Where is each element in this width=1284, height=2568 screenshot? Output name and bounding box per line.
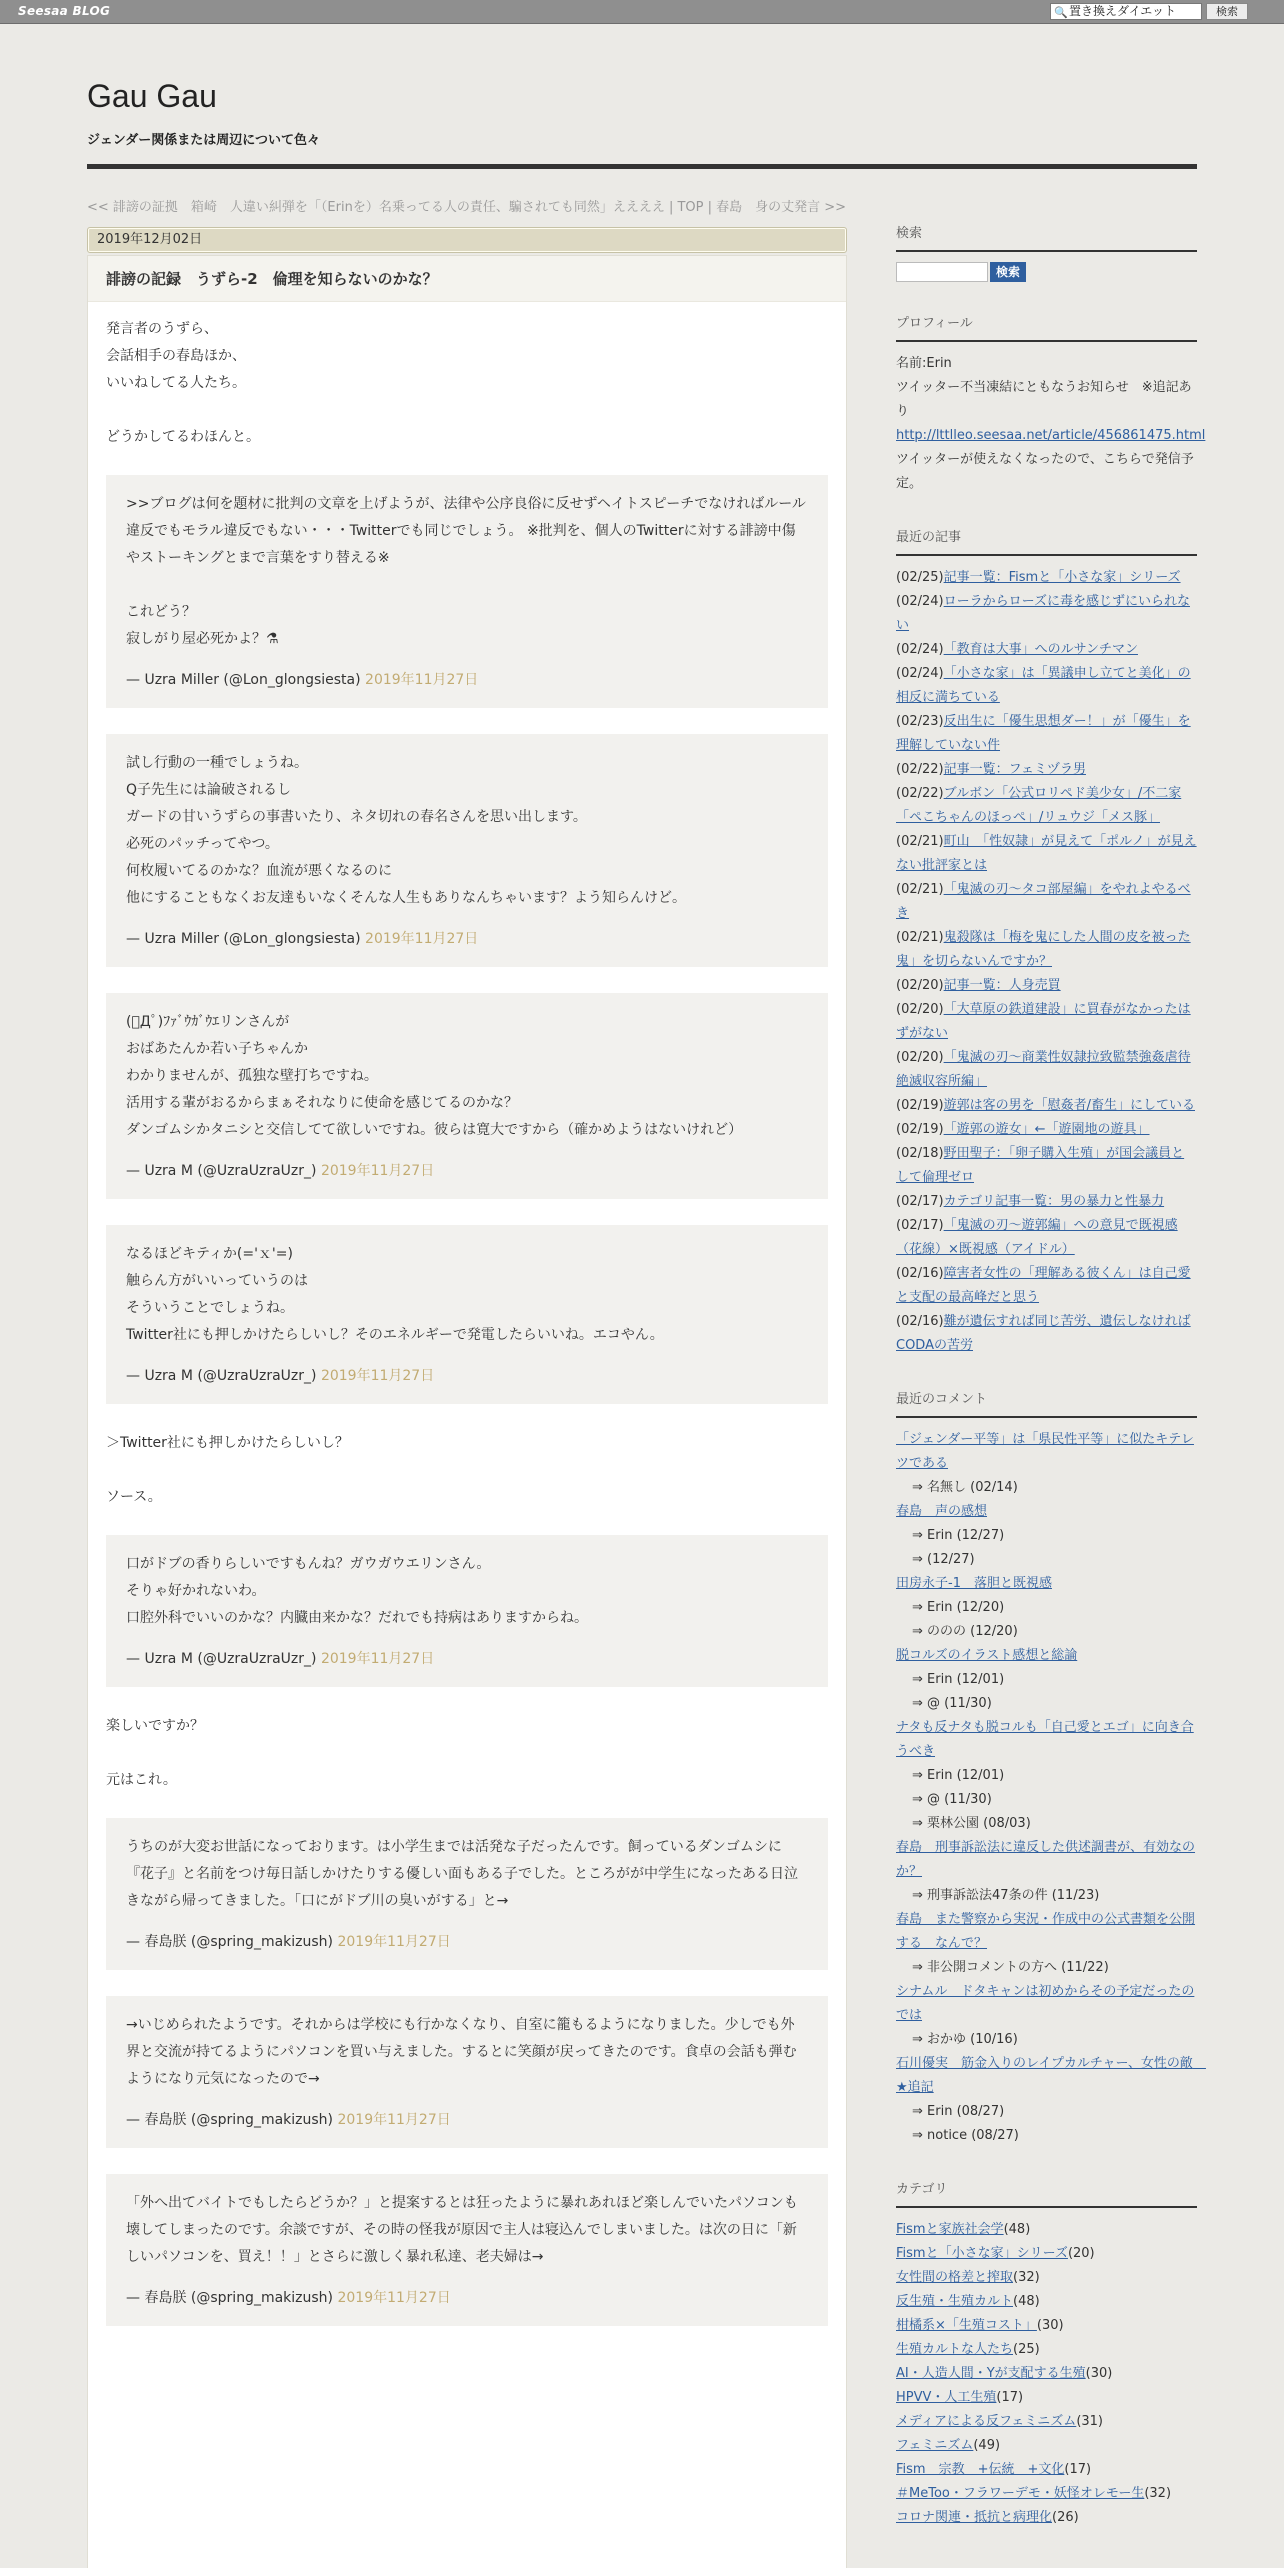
comment-item[interactable]: ⇒ 非公開コメントの方へ (11/22) xyxy=(912,1960,1109,1975)
category-link[interactable]: 柑橘系×「生殖コスト」 xyxy=(896,2318,1037,2333)
sidebar xyxy=(896,222,1206,2560)
recent-post-date: (02/22) xyxy=(896,762,944,777)
recent-post-link[interactable]: 記事一覧：人身売買 xyxy=(943,978,1061,993)
tweet-author: — 春島朕 (@spring_makizush) xyxy=(126,2112,334,2128)
recent-post-date: (02/20) xyxy=(896,978,944,993)
category-item xyxy=(896,2242,1197,2266)
recent-post-link[interactable]: 鬼殺隊は「梅を鬼にした人間の皮を被った鬼」を切らないんですか？ xyxy=(896,930,1191,969)
tweet-date-link[interactable]: 2019年11月27日 xyxy=(320,1368,435,1384)
recent-post-date: (02/19) xyxy=(896,1098,944,1113)
comment-item[interactable]: ⇒ notice (08/27) xyxy=(912,2128,1019,2143)
recent-post-link[interactable]: ローラからローズに毒を感じずにいられない xyxy=(896,594,1190,633)
tweet-date-link[interactable]: 2019年11月27日 xyxy=(337,1934,451,1950)
category-count: (17) xyxy=(996,2390,1024,2405)
recent-post-item xyxy=(896,1118,1197,1142)
comment-item[interactable]: ⇒ Erin (08/27) xyxy=(912,2104,1005,2119)
comment-item[interactable]: ⇒ 刑事訴訟法47条の件 (11/23) xyxy=(912,1888,1100,1903)
tweet-date-link[interactable]: 2019年11月27日 xyxy=(337,2290,451,2306)
category-count: (30) xyxy=(1085,2366,1113,2381)
embedded-tweet xyxy=(106,1818,828,1970)
recent-post-date: (02/25) xyxy=(896,570,944,585)
recent-post-link[interactable]: 「鬼滅の刃～タコ部屋編」をやれよやるべき xyxy=(896,882,1191,921)
category-link[interactable]: AI・人造人間・Yが支配する生殖 xyxy=(896,2366,1086,2381)
profile-name: 名前:Erin xyxy=(896,356,952,371)
comment-article-link[interactable]: 春島 声の感想 xyxy=(896,1504,988,1519)
recent-post-link[interactable]: 「鬼滅の刃～商業性奴隷拉致監禁強姦虐待絶滅収容所編」 xyxy=(896,1050,1191,1089)
categories-section xyxy=(896,2178,1197,2530)
comment-item[interactable]: ⇒ @ (11/30) xyxy=(912,1696,992,1711)
tweet-signature xyxy=(126,1646,808,1673)
tweet-text: >>ブログは何を題材に批判の文章を上げようが、法律や公序良俗に反せずヘイトスピーチでなければルール違反でもモラル違反でもない・・・Twitterでも同じでしょう。 ※批判を、個人のTwitterに対する誹謗中傷やストーキングとまで言葉をすり替える※ これどう？ 寂しがり屋必死かよ？⚗ xyxy=(126,496,806,647)
comment-article-link[interactable]: シナムル ドタキャンは初めからその予定だったのでは xyxy=(896,1984,1195,2023)
recent-post-link[interactable]: 記事一覧：フェミヅラ男 xyxy=(943,762,1086,777)
body-paragraph: 元はこれ。 xyxy=(106,1772,177,1788)
recent-post-date: (02/23) xyxy=(896,714,944,729)
category-item xyxy=(896,2386,1197,2410)
tweet-text: 試し行動の一種でしょうね。 Q子先生には論破されるし ガードの甘いうずらの事書いたり、ネタ切れの春名さんを思い出します。 必死のパッチってやつ。 何枚履いてるのかな？血流が悪くなるのに 他にすることもなくお友達もいなくそんな人生もありなんちゃいます？よう知らんけど。 xyxy=(126,755,686,906)
recent-post-link[interactable]: 町山 「性奴隷」が見えて「ポルノ」が見えない批評家とは xyxy=(896,834,1197,873)
tweet-author: — Uzra Miller (@Lon_glongsiesta) xyxy=(126,931,361,947)
recent-post-link[interactable]: 難が遺伝すれば同じ苦労、遺伝しなければCODAの苦労 xyxy=(896,1314,1191,1353)
profile-note: ツイッターが使えなくなったので、こちらで発信予定。 xyxy=(896,452,1194,491)
recent-post-link[interactable]: ブルボン「公式ロリペド美少女」/不二家「ペこちゃんのほっぺ」/リュウジ「メス豚」 xyxy=(896,786,1182,825)
comment-item[interactable]: ⇒ ののの (12/20) xyxy=(912,1624,1018,1639)
blog-header xyxy=(87,78,1197,148)
embedded-tweet xyxy=(106,2174,828,2326)
tweet-signature xyxy=(126,1158,808,1185)
recent-post-date: (02/20) xyxy=(896,1050,944,1065)
seesaa-topbar xyxy=(0,0,1284,24)
category-link[interactable]: コロナ関連・抵抗と病理化 xyxy=(896,2510,1053,2525)
tweet-text: うちのが大変お世話になっております。は小学生までは活発な子だったんです。飼っているダンゴムシに『花子』と名前をつけ毎日話しかけたりする優しい面もある子でした。ところがが中学生になったある日泣きながら帰ってきました。「口にがドブ川の臭いがする」と→ xyxy=(126,1839,798,1909)
embedded-tweet xyxy=(106,734,828,967)
blog-description: ジェンダー関係または周辺について色々 xyxy=(87,133,320,148)
category-count: (48) xyxy=(1013,2294,1040,2309)
category-item xyxy=(896,2482,1197,2506)
body-paragraph: ＞Twitter社にも押しかけたらしいし？ xyxy=(106,1435,349,1451)
category-count: (26) xyxy=(1052,2510,1079,2525)
tweet-signature xyxy=(126,2285,808,2312)
recent-post-item xyxy=(896,1142,1197,1190)
category-link[interactable]: Fismと家族社会学 xyxy=(896,2222,1004,2237)
category-item xyxy=(896,2410,1197,2434)
profile-notice: ツイッター不当凍結にともなうお知らせ ※追記あり xyxy=(896,380,1192,419)
article-title[interactable]: 誹謗の記録 うずら-2 倫理を知らないのかな？ xyxy=(88,256,846,302)
category-link[interactable]: 反生殖・生殖カルト xyxy=(896,2294,1014,2309)
tweet-signature xyxy=(126,667,808,694)
search-icon: 🔍 xyxy=(1054,6,1068,19)
recent-post-item xyxy=(896,782,1197,830)
topbar-search-input[interactable] xyxy=(1050,3,1202,20)
comment-article-link[interactable]: 春島 また警察から実況・作成中の公式書類を公開する なんで？ xyxy=(896,1912,1196,1951)
recent-post-item xyxy=(896,638,1197,662)
nav-separator: | xyxy=(664,200,678,215)
category-item xyxy=(896,2458,1197,2482)
recent-post-item xyxy=(896,1094,1197,1118)
comment-item[interactable]: ⇒ おかゆ (10/16) xyxy=(912,2032,1018,2047)
tweet-date-link[interactable]: 2019年11月27日 xyxy=(365,931,479,947)
recent-post-date: (02/16) xyxy=(896,1266,944,1281)
recent-comments-list xyxy=(896,1428,1206,2148)
recent-post-date: (02/18) xyxy=(896,1146,944,1161)
category-count: (32) xyxy=(1013,2270,1040,2285)
recent-post-item xyxy=(896,566,1197,590)
recent-post-item xyxy=(896,758,1197,782)
category-item xyxy=(896,2338,1197,2362)
tweet-author: — Uzra M (@UzraUzraUzr_) xyxy=(126,1368,317,1384)
tweet-signature xyxy=(126,2107,808,2134)
blog-title[interactable]: Gau Gau xyxy=(87,78,217,114)
category-count: (17) xyxy=(1064,2462,1092,2477)
tweet-text: (ﾟДﾟ)ﾌｧﾞｳｶﾞｳｴリンさんが おばあたんか若い子ちゃんか わかりませんが、孤独な壁打ちですね。 活用する輩がおるからまぁそれなりに使命を感じてるのかな？ ダンゴムシかタニシと交信してて欲しいですね。彼らは寛大ですから（確かめようはないけれど） xyxy=(126,1014,743,1138)
next-post-link[interactable]: 春島 身の丈発言 >> xyxy=(716,200,847,215)
recent-post-date: (02/16) xyxy=(896,1314,944,1329)
category-count: (30) xyxy=(1036,2318,1064,2333)
top-link[interactable]: TOP xyxy=(677,200,704,215)
tweet-date-link[interactable]: 2019年11月27日 xyxy=(337,2112,451,2128)
tweet-date-link[interactable]: 2019年11月27日 xyxy=(320,1163,435,1179)
category-link[interactable]: Fismと「小さな家」シリーズ xyxy=(896,2246,1068,2261)
prev-post-link[interactable]: << 誹謗の証拠 箱崎 人違い糾弾を「（Erinを）名乗ってる人の責任、騙されても同然」ええええ xyxy=(87,200,665,215)
recent-post-date: (02/17) xyxy=(896,1218,944,1233)
recent-post-link[interactable]: 「遊郭の遊女」←「遊園地の遊具」 xyxy=(943,1122,1150,1137)
tweet-signature xyxy=(126,1363,808,1390)
embedded-tweet xyxy=(106,475,828,708)
sidebar-search xyxy=(896,262,1197,282)
nav-separator: | xyxy=(703,200,717,215)
body-paragraph: どうかしてるわほんと。 xyxy=(106,429,260,445)
tweet-author: — 春島朕 (@spring_makizush) xyxy=(126,2290,334,2306)
header-divider xyxy=(87,164,1197,169)
recent-post-link[interactable]: 「大草原の鉄道建設」に買春がなかったはずがない xyxy=(896,1002,1191,1041)
topbar-search-value: 置き換えダイエット xyxy=(1069,4,1177,18)
recent-post-link[interactable]: カテゴリ記事一覧：男の暴力と性暴力 xyxy=(943,1194,1165,1209)
sidebar-search-section xyxy=(896,222,1197,282)
comment-article-link[interactable]: 脱コルズのイラスト感想と総論 xyxy=(896,1648,1078,1663)
main-column xyxy=(87,198,847,2568)
category-count: (31) xyxy=(1076,2414,1103,2429)
profile-section xyxy=(896,312,1206,496)
category-link[interactable]: Fism 宗教 +伝統 +文化 xyxy=(896,2462,1065,2477)
recent-post-item xyxy=(896,710,1197,758)
tweet-date-link[interactable]: 2019年11月27日 xyxy=(320,1651,435,1667)
recent-post-item xyxy=(896,998,1197,1046)
recent-post-date: (02/24) xyxy=(896,594,944,609)
page-wrapper xyxy=(0,24,1284,2568)
category-link[interactable]: ＃MeToo・フラワーデモ・妖怪オレモー生 xyxy=(896,2486,1145,2501)
tweet-author: — Uzra M (@UzraUzraUzr_) xyxy=(126,1163,317,1179)
categories-heading: カテゴリ xyxy=(896,2178,1197,2208)
topbar-search xyxy=(1050,3,1248,20)
recent-post-link[interactable]: 反出生に「優生思想ダー！」が「優生」を理解していない件 xyxy=(896,714,1191,753)
recent-post-date: (02/19) xyxy=(896,1122,944,1137)
body-paragraph: ソース。 xyxy=(106,1489,162,1505)
recent-post-link[interactable]: 「鬼滅の刃～遊郭編」への意見で既視感（花線）×既視感（アイドル） xyxy=(896,1218,1178,1257)
category-item xyxy=(896,2266,1197,2290)
recent-post-link[interactable]: 障害者女性の「理解ある彼くん」は自己愛と支配の最高峰だと思う xyxy=(896,1266,1191,1305)
category-item xyxy=(896,2506,1197,2530)
recent-post-date: (02/24) xyxy=(896,666,944,681)
recent-post-link[interactable]: 「小さな家」は「異議申し立てと美化」の相反に満ちている xyxy=(896,666,1191,705)
embedded-tweet xyxy=(106,1535,828,1687)
category-link[interactable]: HPVV・人工生殖 xyxy=(896,2390,997,2405)
recent-post-item xyxy=(896,926,1197,974)
recent-post-item xyxy=(896,1046,1197,1094)
categories-list xyxy=(896,2218,1197,2530)
category-link[interactable]: 女性間の格差と搾取 xyxy=(896,2270,1014,2285)
embedded-tweet xyxy=(106,1225,828,1404)
recent-post-item xyxy=(896,878,1197,926)
recent-post-date: (02/21) xyxy=(896,834,944,849)
embedded-tweet xyxy=(106,1996,828,2148)
comment-article-link[interactable]: 春島 刑事訴訟法に違反した供述調書が、有効なのか？ xyxy=(896,1840,1196,1879)
tweet-signature xyxy=(126,926,808,953)
post-date: 2019年12月02日 xyxy=(87,227,847,253)
category-item xyxy=(896,2218,1197,2242)
recent-post-item xyxy=(896,1310,1197,1358)
category-count: (32) xyxy=(1144,2486,1172,2501)
comment-article-link[interactable]: ナタも反ナタも脱コルも「自己愛とエゴ」に向き合うべき xyxy=(896,1720,1194,1759)
recent-post-link[interactable]: 野田聖子：「卵子購入生殖」が国会議員として倫理ゼロ xyxy=(896,1146,1185,1185)
embedded-tweet xyxy=(106,993,828,1199)
recent-post-date: (02/24) xyxy=(896,642,944,657)
recent-post-date: (02/20) xyxy=(896,1002,944,1017)
post-navigation xyxy=(87,198,847,217)
tweet-text: →いじめられたようです。それからは学校にも行かなくなり、自室に籠もるようになりました。少しでも外界と交流が持てるようにパソコンを買い与えました。するとに笑顔が戻ってきたのです。食卓の会話も弾むようになり元気になったので→ xyxy=(126,2017,797,2087)
recent-post-item xyxy=(896,1190,1197,1214)
tweet-author: — Uzra Miller (@Lon_glongsiesta) xyxy=(126,672,361,688)
comment-item[interactable]: ⇒ Erin (12/27) xyxy=(912,1528,1005,1543)
profile-heading: プロフィール xyxy=(896,312,1197,342)
article xyxy=(87,255,847,2568)
category-item xyxy=(896,2362,1197,2386)
article-body xyxy=(88,302,846,2326)
tweet-author: — 春島朕 (@spring_makizush) xyxy=(126,1934,334,1950)
category-item xyxy=(896,2290,1197,2314)
recent-post-date: (02/17) xyxy=(896,1194,944,1209)
sidebar-search-heading: 検索 xyxy=(896,222,1197,252)
recent-posts-section xyxy=(896,526,1197,1358)
comment-item[interactable]: ⇒ Erin (12/01) xyxy=(912,1768,1005,1783)
recent-post-link[interactable]: 「教育は大事」へのルサンチマン xyxy=(943,642,1138,657)
comment-item[interactable]: ⇒ Erin (12/01) xyxy=(912,1672,1005,1687)
recent-comments-heading: 最近のコメント xyxy=(896,1388,1197,1418)
tweet-text: なるほどキティか(='ｘ'=) 触らん方がいいっていうのは そういうことでしょうね。 Twitter社にも押しかけたらしいし？そのエネルギーで発電したらいいね。エコやん。 xyxy=(126,1246,664,1343)
category-link[interactable]: 生殖カルトな人たち xyxy=(896,2342,1014,2357)
recent-post-item xyxy=(896,1214,1197,1262)
sidebar-search-input[interactable] xyxy=(896,262,988,282)
category-item xyxy=(896,2314,1197,2338)
category-count: (49) xyxy=(973,2438,1001,2453)
category-item xyxy=(896,2434,1197,2458)
comment-item[interactable]: ⇒ (12/27) xyxy=(912,1552,975,1567)
recent-post-link[interactable]: 記事一覧：Fismと「小さな家」シリーズ xyxy=(943,570,1181,585)
recent-comments-section xyxy=(896,1388,1206,2148)
category-count: (48) xyxy=(1003,2222,1031,2237)
recent-post-date: (02/21) xyxy=(896,882,944,897)
comment-article-link[interactable]: 石川優実 筋金入りのレイプカルチャー、女性の敵 ★追記 xyxy=(896,2056,1206,2095)
recent-posts-list xyxy=(896,566,1197,1358)
tweet-text: 「外へ出てバイトでもしたらどうか？」と提案するとは狂ったように暴れあれほど楽しんでいたパソコンも壊してしまったのです。余談ですが、その時の怪我が原因で主人は寝込んでしまいました。は次の日に「新しいパソコンを、買え！！」とさらに激しく暴れ私達、老夫婦は→ xyxy=(126,2195,798,2265)
comment-item[interactable]: ⇒ 名無し (02/14) xyxy=(912,1480,1018,1495)
sidebar-search-button[interactable]: 検索 xyxy=(990,262,1026,282)
body-paragraph: 楽しいですか？ xyxy=(106,1718,204,1734)
category-count: (25) xyxy=(1013,2342,1040,2357)
category-count: (20) xyxy=(1067,2246,1095,2261)
recent-post-item xyxy=(896,1262,1197,1310)
comment-article-link[interactable]: 田房永子-1 落胆と既視感 xyxy=(896,1576,1052,1591)
category-link[interactable]: フェミニズム xyxy=(896,2438,974,2453)
tweet-author: — Uzra M (@UzraUzraUzr_) xyxy=(126,1651,317,1667)
tweet-date-link[interactable]: 2019年11月27日 xyxy=(365,672,479,688)
comment-item[interactable]: ⇒ @ (11/30) xyxy=(912,1792,992,1807)
comment-article-link[interactable]: 「ジェンダー平等」は「県民性平等」に似たキテレツである xyxy=(896,1432,1194,1471)
seesaa-brand-logo[interactable]: Seesaa BLOG xyxy=(18,4,111,18)
category-link[interactable]: メディアによる反フェミニズム xyxy=(896,2414,1077,2429)
body-paragraph: 発言者のうずら、 会話相手の春島ほか、 いいねしてる人たち。 xyxy=(106,321,246,391)
comment-item[interactable]: ⇒ Erin (12/20) xyxy=(912,1600,1005,1615)
tweet-text: 口がドブの香りらしいですもんね？ガウガウエリンさん。 そりゃ好かれないわ。 口腔外科でいいのかな？内臓由来かな？だれでも持病はありますからね。 xyxy=(126,1556,588,1626)
topbar-search-button[interactable]: 検索 xyxy=(1206,3,1248,20)
recent-post-item xyxy=(896,974,1197,998)
recent-post-item xyxy=(896,662,1197,710)
recent-posts-heading: 最近の記事 xyxy=(896,526,1197,556)
recent-post-item xyxy=(896,590,1197,638)
comment-item[interactable]: ⇒ 栗林公園 (08/03) xyxy=(912,1816,1031,1831)
recent-post-link[interactable]: 遊郭は客の男を「慰姦者/畜生」にしている xyxy=(943,1098,1195,1113)
tweet-signature xyxy=(126,1929,808,1956)
recent-post-item xyxy=(896,830,1197,878)
recent-post-date: (02/21) xyxy=(896,930,944,945)
profile-link[interactable]: http://lttlleo.seesaa.net/article/456861475.html xyxy=(896,428,1206,443)
recent-post-date: (02/22) xyxy=(896,786,944,801)
